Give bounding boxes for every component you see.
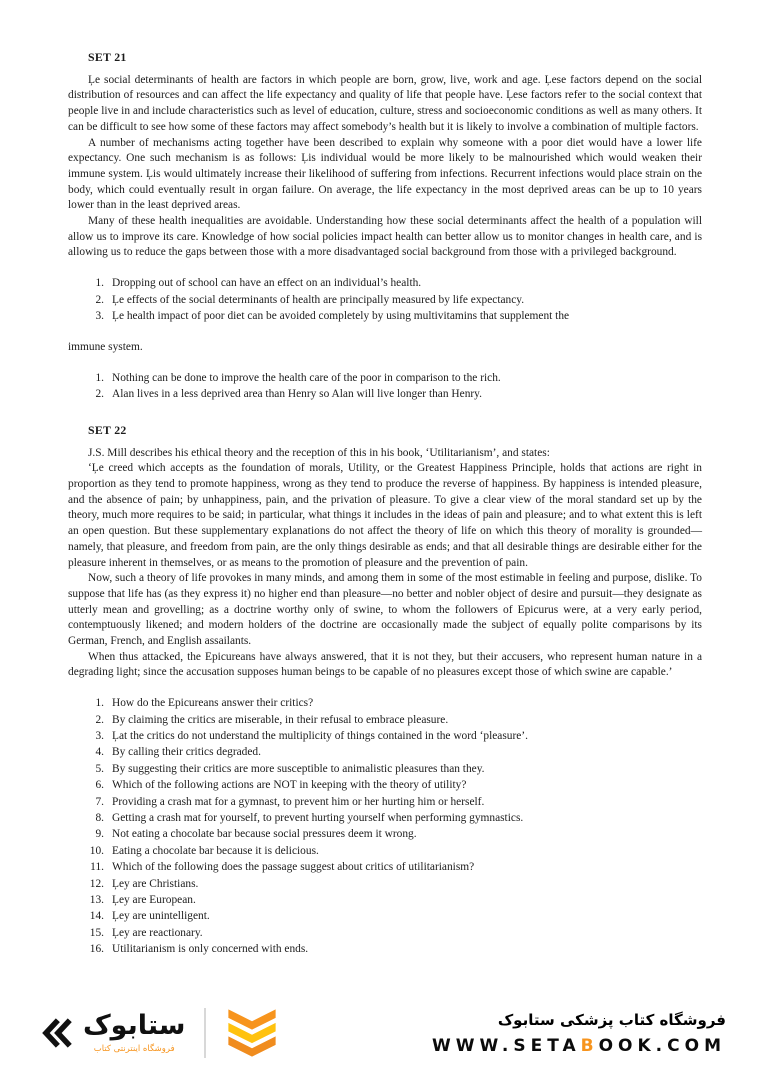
brand-text [83, 1012, 185, 1053]
question-text: Dropping out of school can have an effect on an individual’s health. [112, 277, 422, 290]
question-number: 9. [95, 828, 104, 841]
question-number: 3. [95, 309, 104, 322]
question-item [68, 925, 702, 941]
question-item [68, 275, 702, 291]
brand-name: ستابوک [83, 1010, 186, 1042]
question-number: 1. [95, 277, 104, 290]
question-item [68, 810, 702, 826]
book-chevrons-icon [225, 1007, 279, 1059]
question-text: Which of the following does the passage suggest about critics of utilitarianism? [112, 861, 475, 874]
question-text: Ļey are Christians. [112, 877, 199, 890]
question-item [68, 370, 702, 386]
question-text: Eating a chocolate bar because it is delicious. [112, 844, 319, 857]
question-item [68, 292, 702, 308]
footer-right [432, 1011, 726, 1056]
question-text: Which of the following actions are NOT in keeping with the theory of utility? [112, 779, 467, 792]
question-item [68, 728, 702, 744]
footer-divider [204, 1008, 206, 1058]
url-part: WWW.SETA [432, 1035, 581, 1056]
question-number: 14. [89, 910, 104, 923]
set22-questions [68, 695, 702, 958]
question-number: 2. [95, 713, 104, 726]
question-number: 6. [95, 779, 104, 792]
question-text: Alan lives in a less deprived area than Henry so Alan will live longer than Henry. [112, 388, 482, 401]
question-number: 2. [95, 388, 104, 401]
question-item [68, 859, 702, 875]
question-number: 2. [95, 293, 104, 306]
question-item [68, 744, 702, 760]
question-item [68, 941, 702, 957]
set21-questions-b [68, 370, 702, 403]
question-number: 16. [89, 943, 104, 956]
question-text: Getting a crash mat for yourself, to prevent hurting yourself when performing gymnastics. [112, 811, 524, 824]
question-item [68, 308, 702, 324]
question-item [68, 876, 702, 892]
set22-quote-paragraph: ‘Ļe creed which accepts as the foundation of morals, Utility, or the Greatest Happiness Principle, holds that actions are right in proportion as they tend to promote happiness, wrong as they tend to produce the reverse of happiness. By happiness is intended pleasure, and the absence of pain; by unhappiness, pain, and the privation of pleasure. To give a clear view of the moral standard set up by the theory, much more requires to be said; in particular, what things it includes in the ideas of pain and pleasure; and to what extent this is left an open question. But these supplementary explanations do not affect the theory of life on which this theory of morality is grounded—namely, that pleasure, and freedom from pain, are the only things desirable as ends; and that all desirable things are desirable either for the pleasure inherent in themselves, or as means to the promotion of pleasure and the prevention of pain. [68, 462, 702, 569]
question-text: Ļat the critics do not understand the multiplicity of things contained in the word ‘pleasure’. [112, 729, 528, 742]
question-item [68, 826, 702, 842]
question-text: Nothing can be done to improve the health care of the poor in comparison to the rich. [112, 372, 501, 385]
question-number: 4. [95, 746, 104, 759]
question-text: Utilitarianism is only concerned with ends. [112, 943, 309, 956]
question-text: Ļey are unintelligent. [112, 910, 210, 923]
set21-heading: SET 21 [88, 50, 127, 64]
question-text: By calling their critics degraded. [112, 746, 261, 759]
question-number: 1. [95, 372, 104, 385]
set22-quote-paragraph: When thus attacked, the Epicureans have always answered, that it is not they, but their accusers, who represent human nature in a degrading light; since the accusation supposes human beings to be capable of no pleasures except those of which swine are capable.’ [68, 650, 702, 679]
question-number: 1. [95, 697, 104, 710]
website-url [432, 1036, 726, 1056]
question-item [68, 843, 702, 859]
question-item [68, 892, 702, 908]
question-number: 3. [95, 729, 104, 742]
question-item [68, 761, 702, 777]
store-title: فروشگاه کتاب پزشکی ستابوک [497, 1010, 726, 1029]
question-item [68, 794, 702, 810]
question-number: 13. [89, 894, 104, 906]
question-item [68, 777, 702, 793]
question-number: 10. [89, 844, 104, 857]
url-highlight: B [580, 1035, 599, 1056]
question-text: Ļey are reactionary. [112, 926, 203, 939]
set21-paragraph: Many of these health inequalities are avoidable. Understanding how these social determinants affect the health of a population will allow us to improve its care. Knowledge of how social policies impact health can better allow us to monitor changes in health care, and is allowing us to reduce the gaps between those with a more disadvantaged social background from those with a privileged background. [68, 215, 702, 259]
set21-paragraph: Ļe social determinants of health are factors in which people are born, grow, live, work and age. Ļese factors depend on the social distribution of resources and can affect the life expectancy and quality of life that people have. Ļese factors refer to the social context that people live in and include characteristics such as level of education, culture, stress and socioeconomic conditions as well as many others. It can be difficult to see how some of these factors may affect somebody’s health but it is likely to involve a combination of multiple factors. [68, 73, 702, 133]
set21-questions-a [68, 275, 702, 324]
question-number: 11. [90, 861, 104, 874]
brand-tagline: فروشگاه اینترنتی کتاب [93, 1043, 175, 1054]
double-chevron-left-icon [40, 1015, 74, 1051]
question-text: Ļey are European. [112, 894, 196, 906]
question-number: 7. [95, 795, 104, 808]
question-text: By suggesting their critics are more susceptible to animalistic pleasures than they. [112, 762, 485, 775]
question-item [68, 695, 702, 711]
question-text: Ļe effects of the social determinants of health are principally measured by life expectancy. [112, 293, 525, 306]
question-text: Not eating a chocolate bar because social pressures deem it wrong. [112, 828, 417, 841]
question-text: Providing a crash mat for a gymnast, to prevent him or her hurting him or herself. [112, 795, 485, 808]
footer [0, 996, 764, 1080]
question-number: 8. [95, 811, 104, 824]
question-text: How do the Epicureans answer their critics? [112, 697, 314, 710]
set21-paragraph: A number of mechanisms acting together have been described to explain why someone with a poor diet would have a lower life expectancy. One such mechanism is as follows: Ļis individual would be more likely to be malnourished which would weaken their immune system. Ļis would ultimately increase their likelihood of suffering from infections. Recurrent infections would place strain on the body, which could eventually result in organ failure. On average, the life expectancy in the most deprived areas can be up to 10 years lower than in the least deprived areas. [68, 136, 702, 212]
question-text: Ļe health impact of poor diet can be avoided completely by using multivitamins that supplement the [112, 309, 570, 322]
question-item [68, 386, 702, 402]
brand-logo [40, 1007, 279, 1059]
question-text: By claiming the critics are miserable, in their refusal to embrace pleasure. [112, 713, 449, 726]
continuation-line: immune system. [68, 341, 143, 354]
question-number: 12. [89, 877, 104, 890]
set22-intro: J.S. Mill describes his ethical theory and the reception of this in his book, ‘Utilitarianism’, and states: [88, 446, 550, 459]
set22-heading: SET 22 [88, 422, 127, 437]
question-number: 5. [95, 762, 104, 775]
question-item [68, 712, 702, 728]
question-number: 15. [89, 926, 104, 939]
question-item [68, 908, 702, 924]
set22-quote-paragraph: Now, such a theory of life provokes in many minds, and among them in some of the most estimable in feeling and purpose, dislike. To suppose that life has (as they express it) no higher end than pleasure—no better and nobler object of desire and pursuit—they designate as utterly mean and grovelling; as a doctrine worthy only of swine, to whom the followers of Epicurus were, at a very early period, contemptuously likened; and modern holders of the doctrine are occasionally made the subject of equally polite comparisons by its German, French, and English assailants. [68, 572, 702, 648]
url-part: OOK.COM [598, 1035, 726, 1056]
